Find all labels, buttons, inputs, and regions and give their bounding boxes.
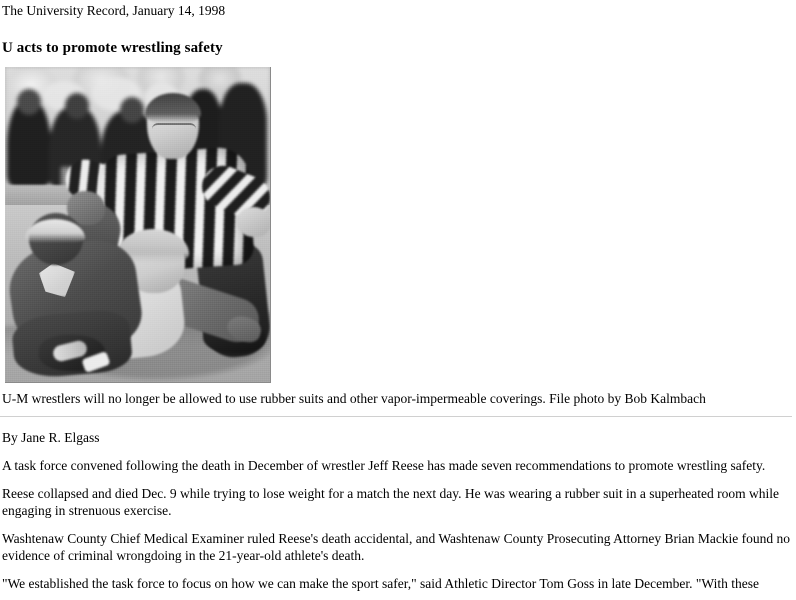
article-paragraph: "We established the task force to focus on how we can make the sport safer," said Athletic Director Tom Goss in late December. "With these bbox=[2, 576, 759, 592]
article-paragraph: Washtenaw County Chief Medical Examiner ruled Reese's death accidental, and Washtenaw County Prosecuting Attorney Brian Mackie found no evidence of criminal wrongdoing in the 21-year-old athlete's death. bbox=[2, 531, 791, 564]
photo-caption: U-M wrestlers will no longer be allowed to use rubber suits and other vapor-impermeable coverings. File photo by Bob Kalmbach bbox=[2, 391, 706, 407]
page-title: U acts to promote wrestling safety bbox=[2, 40, 223, 57]
article-photo-frame bbox=[5, 67, 271, 383]
article-paragraph: Reese collapsed and died Dec. 9 while trying to lose weight for a match the next day. He was wearing a rubber suit in a superheated room while engaging in strenuous exercise. bbox=[2, 486, 780, 519]
article-paragraph: A task force convened following the death in December of wrestler Jeff Reese has made seven recommendations to promote wrestling safety. bbox=[2, 458, 766, 474]
wrestling-match-photo bbox=[5, 67, 270, 382]
masthead: The University Record, January 14, 1998 bbox=[2, 3, 226, 18]
photo-grain bbox=[5, 67, 270, 382]
byline: By Jane R. Elgass bbox=[2, 430, 100, 446]
